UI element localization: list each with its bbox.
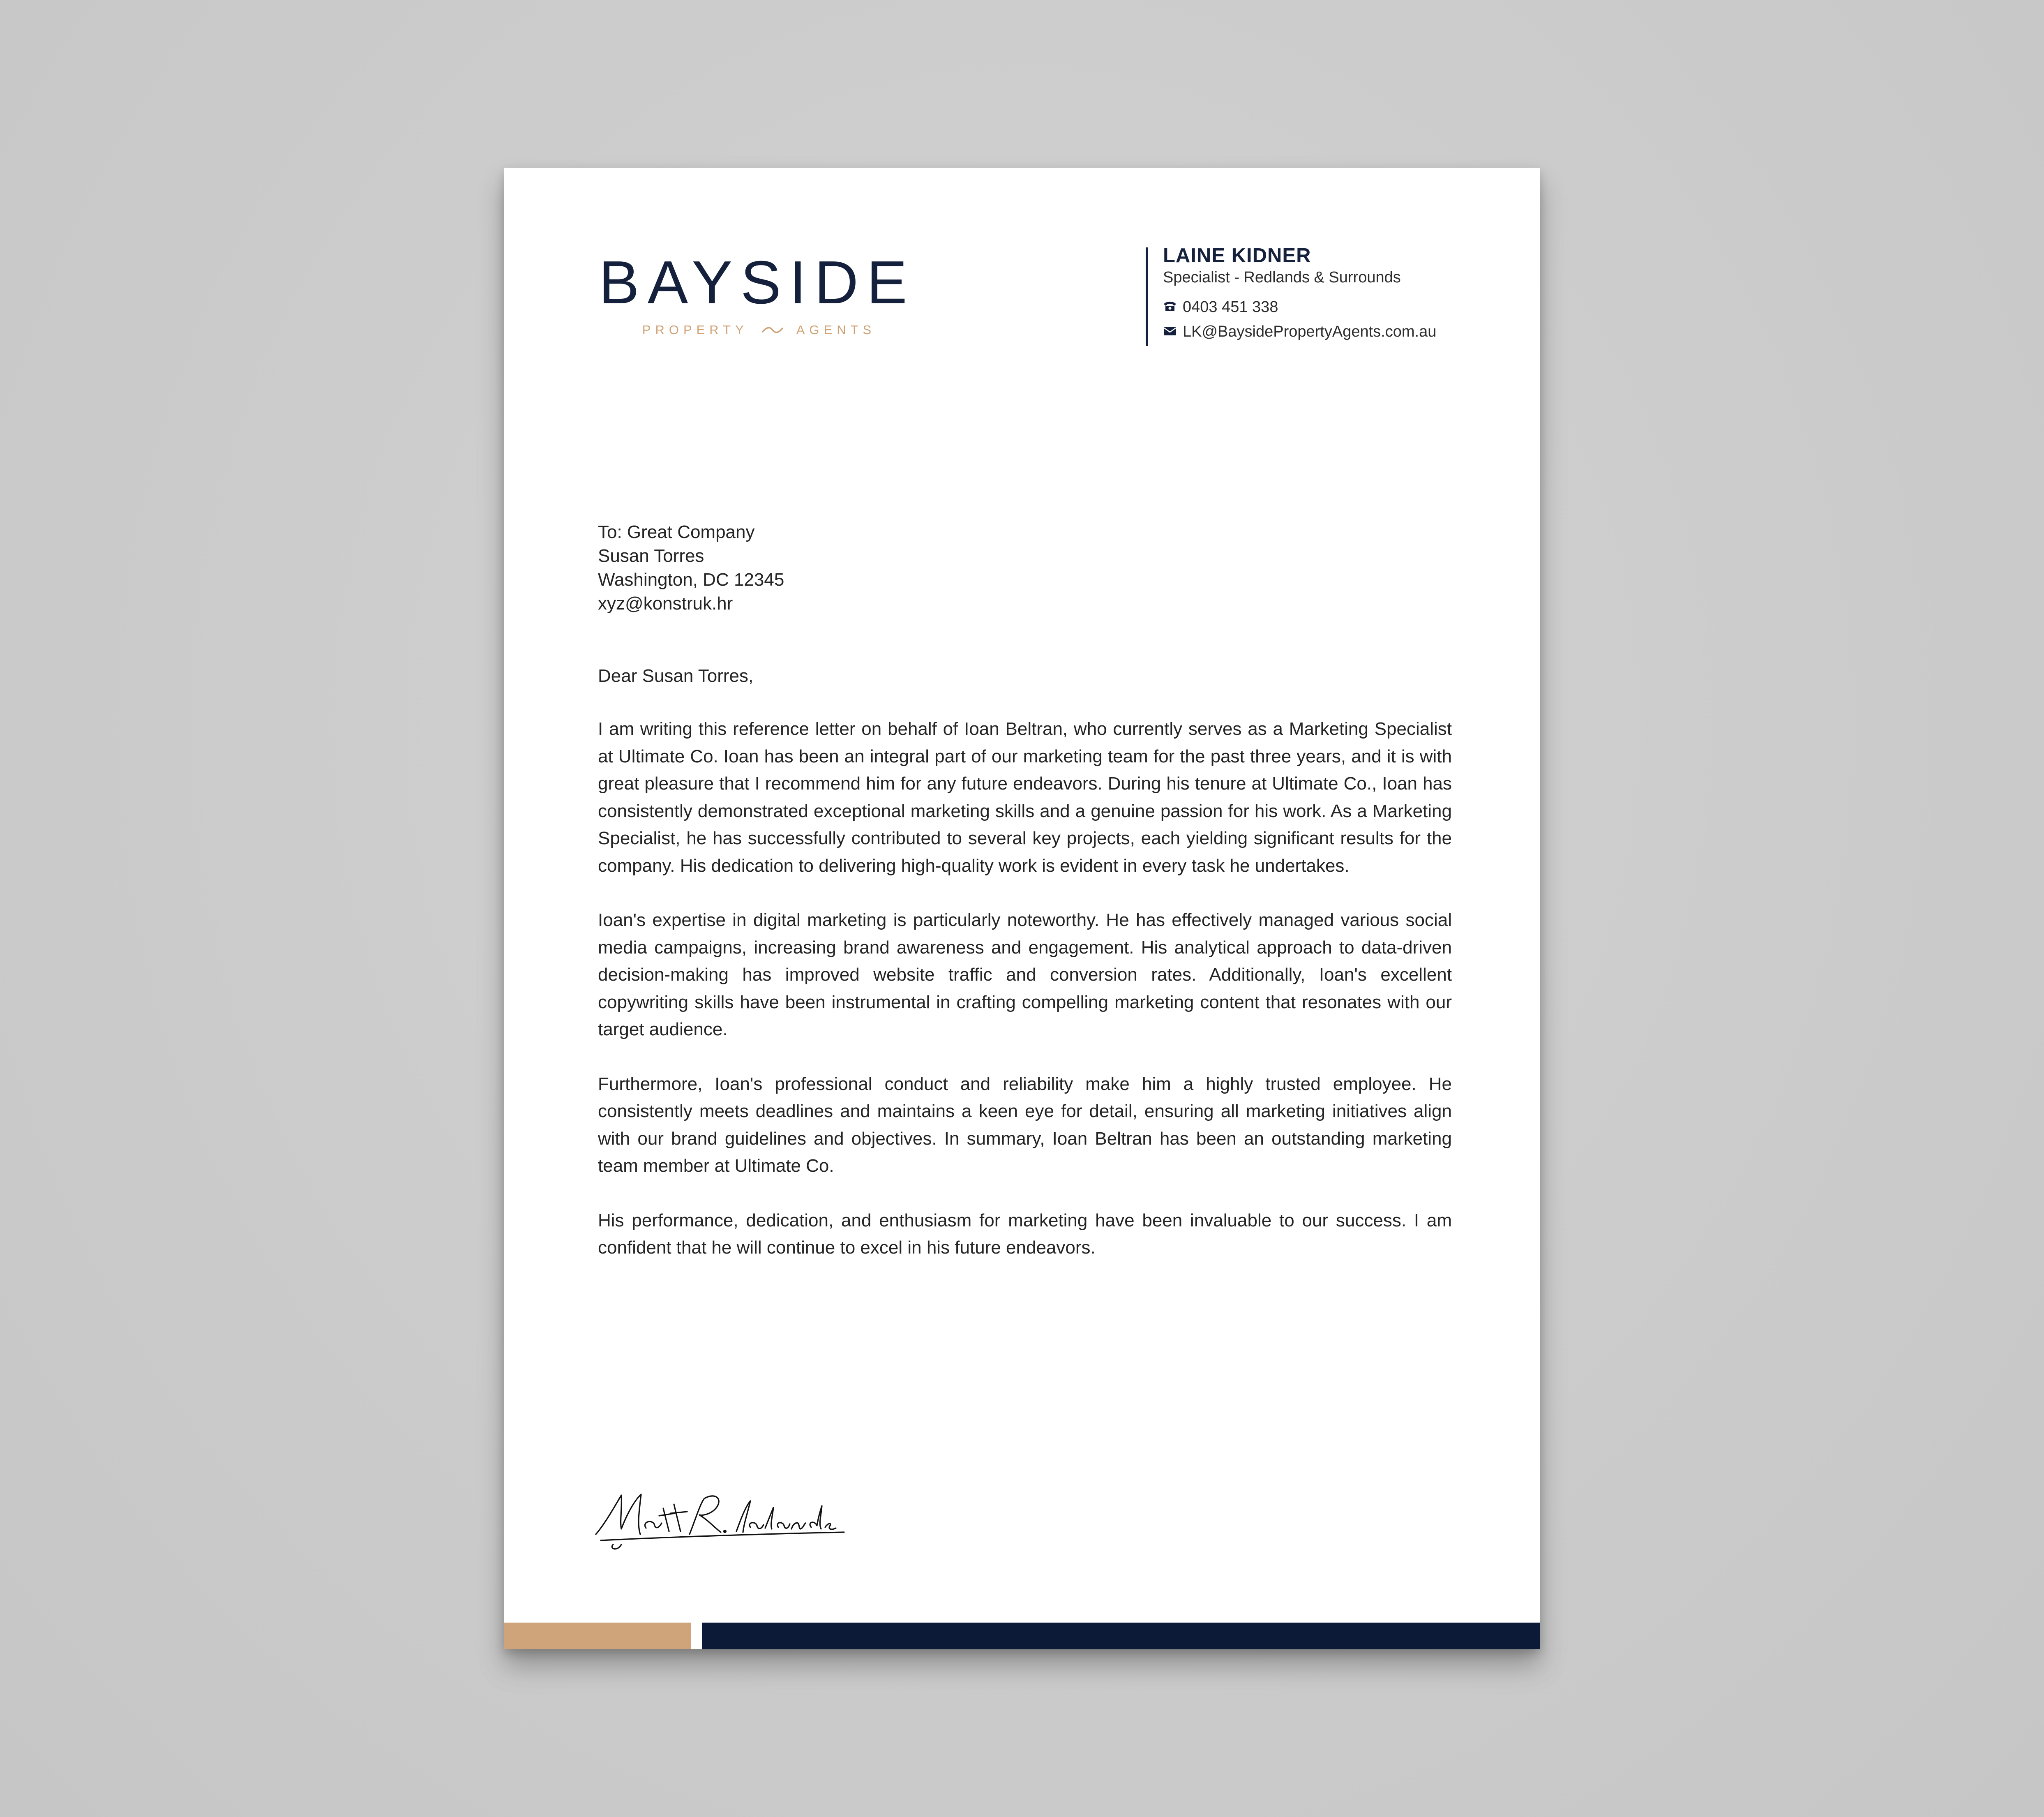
sender-role: Specialist - Redlands & Surrounds <box>1163 269 1401 286</box>
footer-navy-bar <box>702 1623 1540 1649</box>
phone-icon <box>1163 300 1177 316</box>
footer-gold-bar <box>504 1623 691 1649</box>
recipient-address <box>598 520 784 616</box>
letter-paragraph: Furthermore, Ioan's professional conduct and reliability make him a highly trusted employee. He consistently meets deadlines and maintains a keen eye for detail, ensuring all marketing initiatives align with our brand guidelines and objectives. In summary, Ioan Beltran has been an outstanding marketing team member at Ultimate Co. <box>598 1074 1452 1176</box>
letter-page <box>504 168 1540 1649</box>
sender-email <box>1163 323 1436 341</box>
recipient-name: Susan Torres <box>598 546 704 566</box>
envelope-icon <box>1163 324 1177 340</box>
logo-tagline-left: PROPERTY <box>642 323 748 337</box>
recipient-city: Washington, DC 12345 <box>598 570 784 590</box>
email-address[interactable]: LK@BaysidePropertyAgents.com.au <box>1183 323 1437 340</box>
logo-tagline <box>599 323 919 337</box>
sender-contact-block <box>1146 244 1516 347</box>
handwritten-signature <box>593 1483 847 1557</box>
phone-number: 0403 451 338 <box>1183 298 1278 316</box>
logo-wordmark: BAYSIDE <box>599 249 916 316</box>
sender-phone <box>1163 298 1278 316</box>
recipient-email[interactable]: xyz@konstruk.hr <box>598 593 733 614</box>
contact-divider <box>1146 247 1148 346</box>
letter-body <box>598 716 1452 1289</box>
letter-paragraph: I am writing this reference letter on behalf of Ioan Beltran, who currently serves as a Marketing Specialist at Ultimate Co. Ioan has been an integral part of our marketing team for the past three years, and it is with great pleasure that I recommend him for any future endeavors. During his tenure at Ultimate Co., Ioan has consistently demonstrated exceptional marketing skills and a genuine passion for his work. As a Marketing Specialist, he has successfully contributed to several key projects, each yielding significant results for the company. His dedication to delivering high-quality work is evident in every task he undertakes. <box>598 719 1452 876</box>
letter-paragraph: Ioan's expertise in digital marketing is particularly noteworthy. He has effectively managed various social media campaigns, increasing brand awareness and engagement. His analytical approach to data-driven decision-making has improved website traffic and conversion rates. Additionally, Ioan's excellent copywriting skills have been instrumental in crafting compelling marketing content that resonates with our target audience. <box>598 910 1452 1039</box>
letter-paragraph: His performance, dedication, and enthusiasm for marketing have been invaluable to our success. I am confident that he will continue to excel in his future endeavors. <box>598 1210 1452 1258</box>
logo-tagline-right: AGENTS <box>796 323 876 337</box>
bayside-logo <box>599 249 919 346</box>
wave-icon <box>762 323 783 337</box>
letter-greeting: Dear Susan Torres, <box>598 666 754 686</box>
recipient-company: To: Great Company <box>598 522 755 542</box>
sender-name: LAINE KIDNER <box>1163 245 1311 267</box>
